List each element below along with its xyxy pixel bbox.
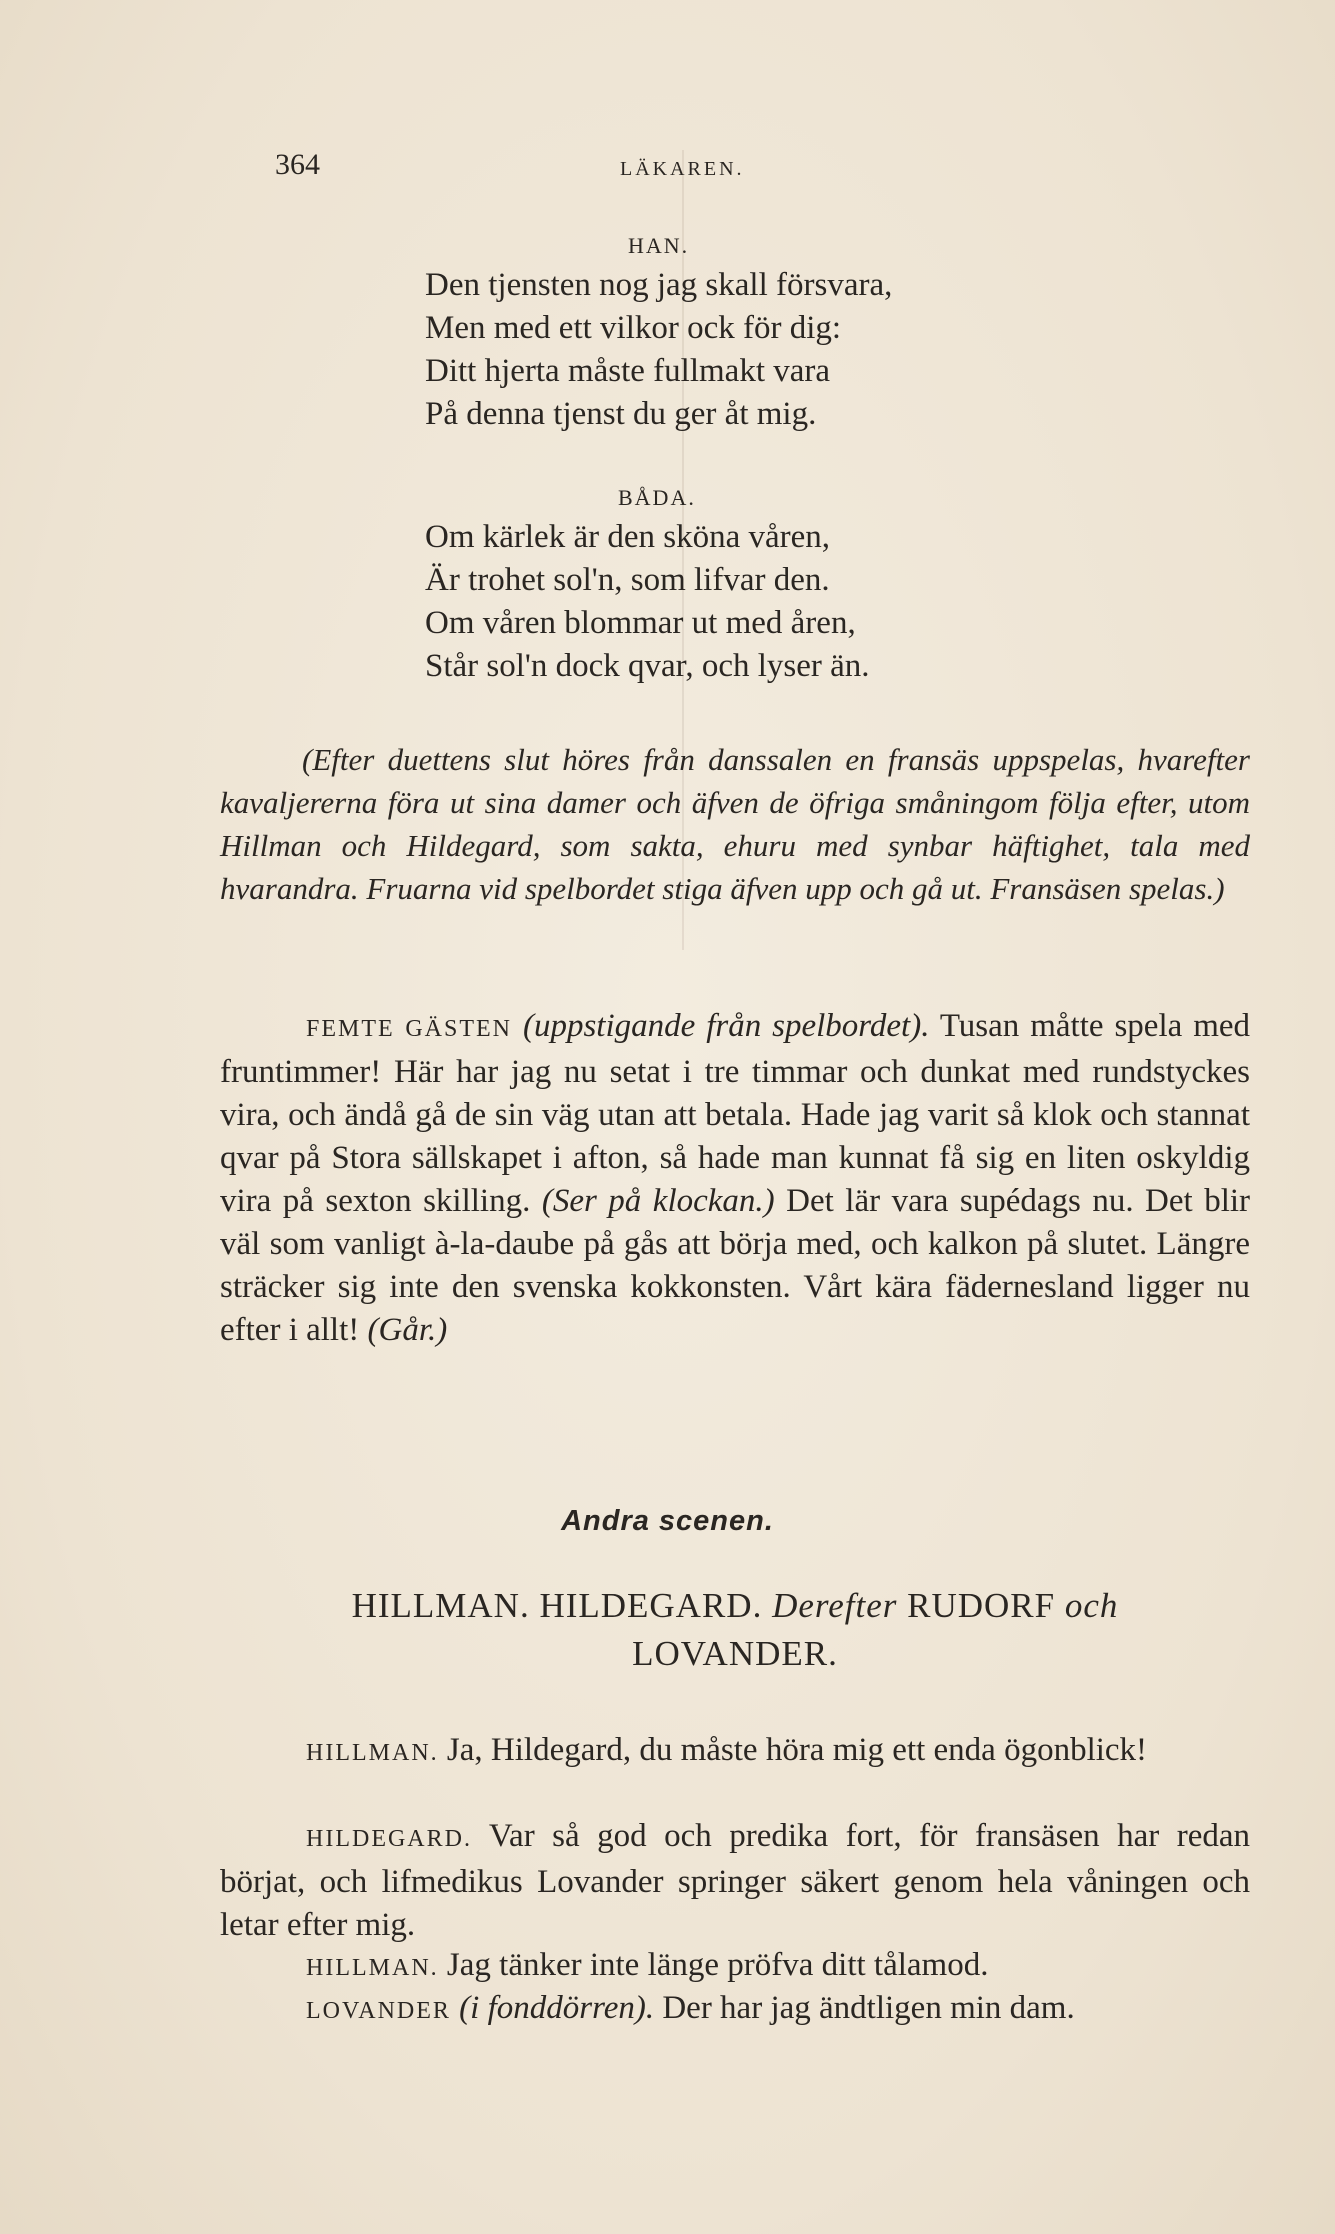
speech-text: Det lär vara supédags nu. Det blir väl som vanligt à-la-daube på gås att börja med, och kalkon på slutet. Längre sträcker sig inte den svenska kokkonsten. Vårt kära fädernesland ligger nu efter i allt! — [220, 1183, 1251, 1348]
speech-text: Ja, Hildegard, du måste höra mig ett enda ögonblick! — [446, 1732, 1148, 1768]
cast-line-2: LOVANDER. — [632, 1634, 838, 1673]
dialogue-line — [220, 1987, 1250, 2033]
verse-line: Men med ett vilkor ock för dig: — [425, 310, 842, 346]
speech-text: Der har jag ändtligen min dam. — [662, 1990, 1075, 2026]
speaker-name: FEMTE GÄSTEN — [306, 1016, 513, 1042]
stage-direction-inline: (Ser på klockan.) — [541, 1183, 775, 1219]
verse-line: Den tjensten nog jag skall försvara, — [425, 267, 893, 303]
dialogue-line — [220, 1815, 1250, 1947]
stage-direction-inline: (uppstigande från spelbordet). — [522, 1008, 930, 1044]
cast-line-1 — [220, 1582, 1250, 1630]
cast-names: HILLMAN. HILDEGARD. — [351, 1586, 763, 1625]
scene-title: Andra scenen. — [561, 1505, 774, 1537]
verse1-speaker: HAN. — [628, 233, 690, 258]
verse-line: Om kärlek är den sköna våren, — [425, 519, 831, 555]
verse2-speaker: BÅDA. — [618, 485, 696, 510]
verse1 — [425, 264, 892, 436]
page-header — [275, 148, 1175, 188]
speaker-name: HILLMAN. — [306, 1955, 439, 1981]
verse2 — [425, 516, 870, 688]
verse-line: Står sol'n dock qvar, och lyser än. — [425, 648, 870, 684]
verse-line: Ditt hjerta måste fullmakt vara — [425, 353, 831, 389]
cast-names: RUDORF — [907, 1586, 1056, 1625]
speaker-name: HILLMAN. — [306, 1740, 439, 1766]
stage-direction-inline: (Går.) — [367, 1312, 448, 1348]
cast-list — [220, 1582, 1250, 1678]
speaker-name: LOVANDER — [306, 1998, 451, 2024]
speech-text: Jag tänker inte länge pröfva ditt tålamod. — [446, 1947, 989, 1983]
stage-direction: (Efter duettens slut höres från danssalen en fransäs uppspelas, hvarefter kavaljererna föra ut sina damer och äfven de öfriga småningom följa efter, utom Hillman och Hildegard, som sakta, ehuru med synbar häftighet, tala med hvarandra. Fruarna vid spelbordet stiga äfven upp och gå ut. Fransäsen spelas.) — [220, 742, 1250, 906]
speaker-name: HILDEGARD. — [306, 1826, 472, 1852]
dialogue-line — [220, 1944, 1250, 1990]
running-head: LÄKAREN. — [620, 158, 745, 180]
cast-connector: och — [1064, 1586, 1119, 1625]
stage-direction-inline: (i fonddörren). — [459, 1990, 655, 2026]
dialogue-line — [220, 1729, 1250, 1775]
verse-line: Om våren blommar ut med åren, — [425, 605, 856, 641]
gast-speech — [220, 1005, 1250, 1352]
verse-line: På denna tjenst du ger åt mig. — [425, 396, 817, 432]
speech-text: Var så god och predika fort, för fransäsen har redan börjat, och lifmedikus Lovander springer säkert genom hela våningen och letar efter mig. — [220, 1818, 1251, 1943]
verse-line: Är trohet sol'n, som lifvar den. — [425, 562, 830, 598]
cast-connector: Derefter — [772, 1586, 898, 1625]
page-number: 364 — [275, 148, 320, 181]
speech-text: Tusan måtte spela med fruntimmer! Här har jag nu setat i tre timmar och dunkat med rundstyckes vira, och ändå gå de sin väg utan att betala. Hade jag varit så klok och stannat qvar på Stora sällskapet i afton, så hade man kunnat få sig en liten oskyldig vira på sexton skilling. — [220, 1008, 1251, 1219]
